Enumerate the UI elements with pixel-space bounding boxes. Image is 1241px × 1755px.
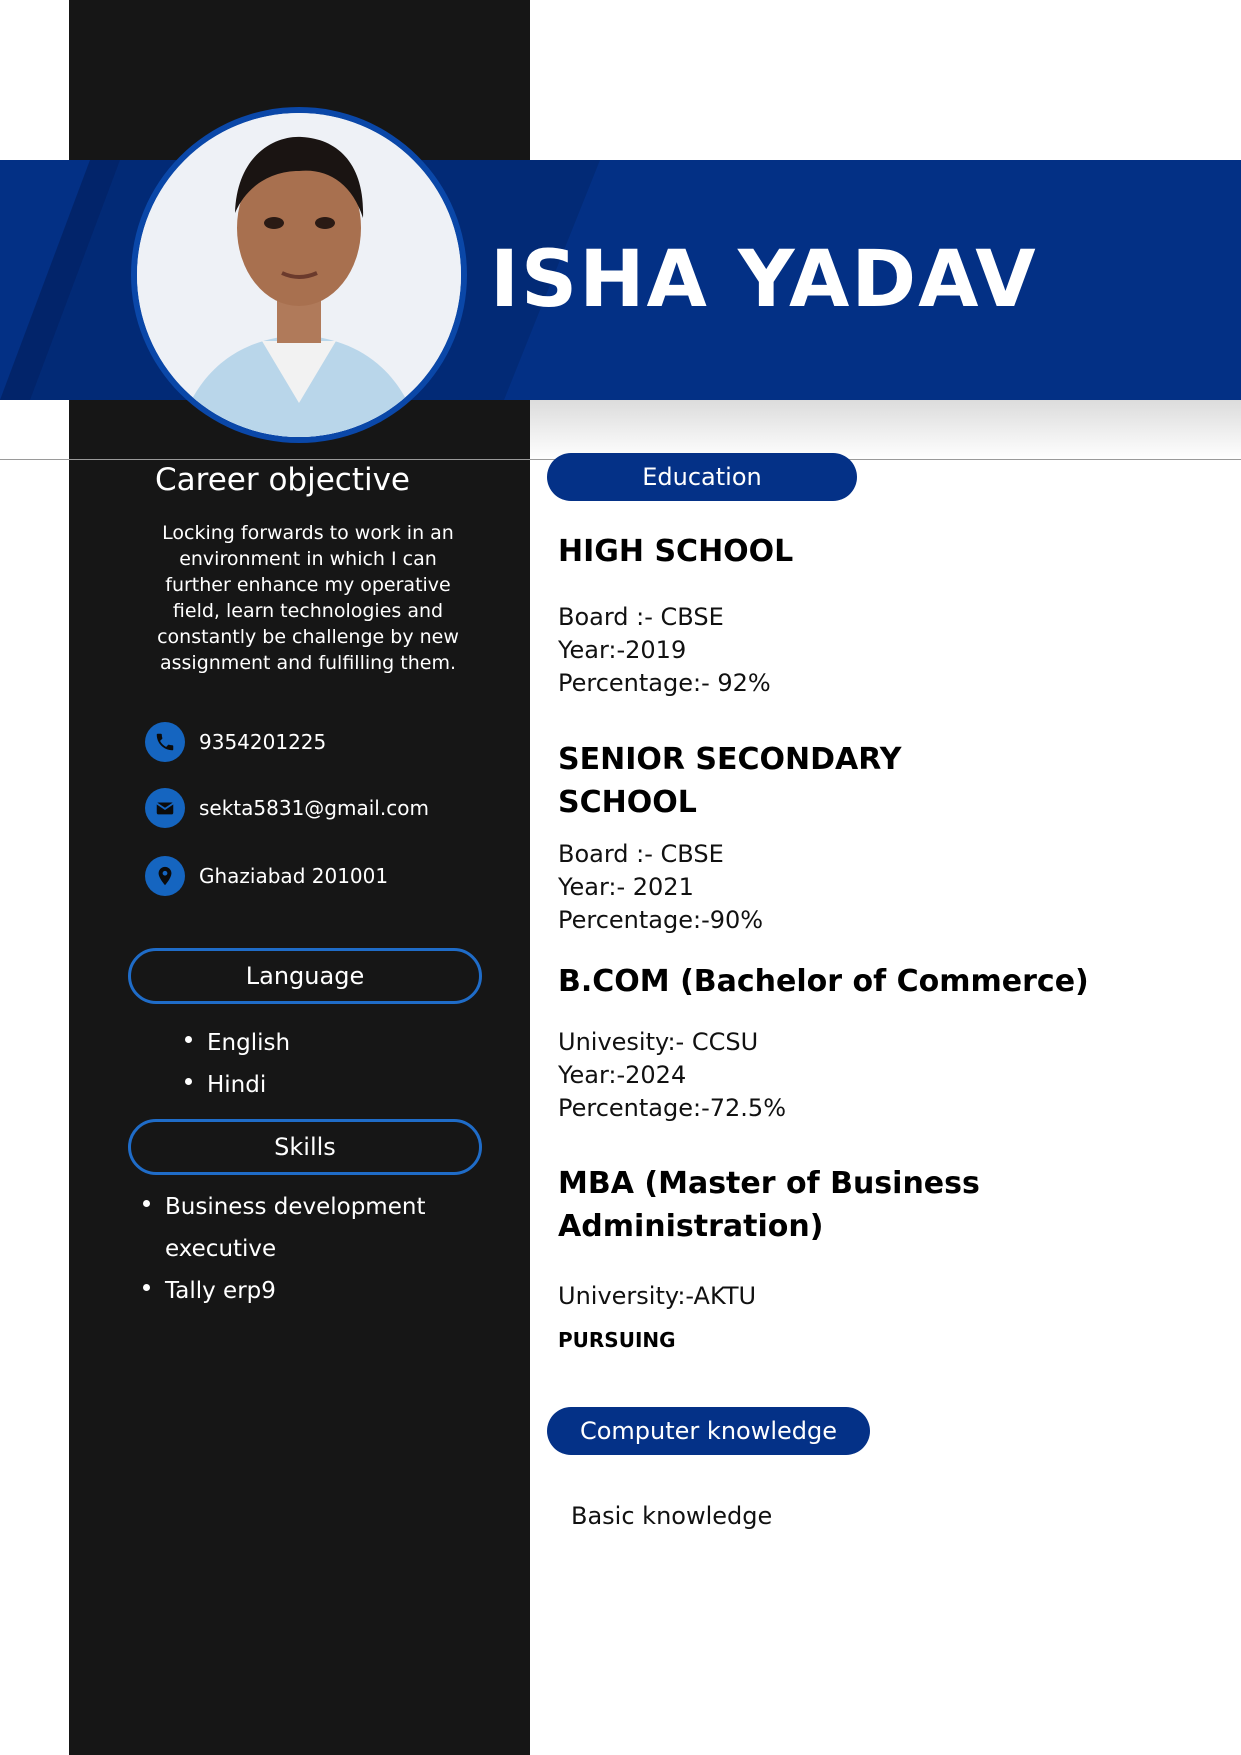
contact-location	[145, 856, 388, 896]
career-objective-text: Locking forwards to work in an environment in which I can further enhance my operative field, learn technologies and constantly be challenge by new assignment and fulfilling them.	[157, 522, 459, 674]
language-item: English	[185, 1022, 290, 1064]
computer-knowledge-heading: Computer knowledge	[547, 1407, 870, 1455]
skills-heading: Skills	[128, 1119, 482, 1175]
education-detail: Year:-2024	[558, 1061, 687, 1089]
email-icon	[145, 788, 185, 828]
education-detail: Percentage:- 92%	[558, 669, 771, 697]
language-heading: Language	[128, 948, 482, 1004]
skill-item: Business development executive	[143, 1186, 463, 1270]
education-detail: Board :- CBSE	[558, 603, 724, 631]
language-item: Hindi	[185, 1064, 290, 1106]
candidate-name: ISHA YADAV	[490, 235, 1038, 325]
career-objective-heading: Career objective	[155, 462, 411, 498]
person-silhouette	[137, 113, 461, 437]
education-title-bcom: B.COM (Bachelor of Commerce)	[558, 964, 1089, 999]
education-detail: Percentage:-72.5%	[558, 1094, 786, 1122]
skill-item: Tally erp9	[143, 1270, 463, 1312]
phone-text: 9354201225	[199, 730, 327, 754]
email-text: sekta5831@gmail.com	[199, 796, 429, 820]
location-text: Ghaziabad 201001	[199, 864, 389, 888]
education-title-mba: MBA (Master of Business Administration)	[558, 1166, 980, 1244]
education-status: PURSUING	[558, 1328, 676, 1352]
profile-photo-image	[137, 113, 461, 437]
education-detail: Year:- 2021	[558, 873, 694, 901]
phone-icon	[145, 722, 185, 762]
education-title-high-school: HIGH SCHOOL	[558, 534, 794, 569]
education-detail: Year:-2019	[558, 636, 687, 664]
location-pin-icon	[145, 856, 185, 896]
education-title-senior-secondary: SENIOR SECONDARY SCHOOL	[558, 742, 902, 820]
education-detail: Percentage:-90%	[558, 906, 764, 934]
skills-list	[143, 1186, 463, 1312]
profile-photo	[131, 107, 467, 443]
contact-phone	[145, 722, 326, 762]
banner-shadow	[530, 400, 1241, 460]
education-detail: Univesity:- CCSU	[558, 1028, 759, 1056]
computer-knowledge-text: Basic knowledge	[571, 1502, 773, 1530]
contact-email	[145, 788, 429, 828]
education-detail: Board :- CBSE	[558, 840, 724, 868]
language-list	[185, 1022, 290, 1106]
education-heading: Education	[547, 453, 857, 501]
education-detail: University:-AKTU	[558, 1282, 757, 1310]
